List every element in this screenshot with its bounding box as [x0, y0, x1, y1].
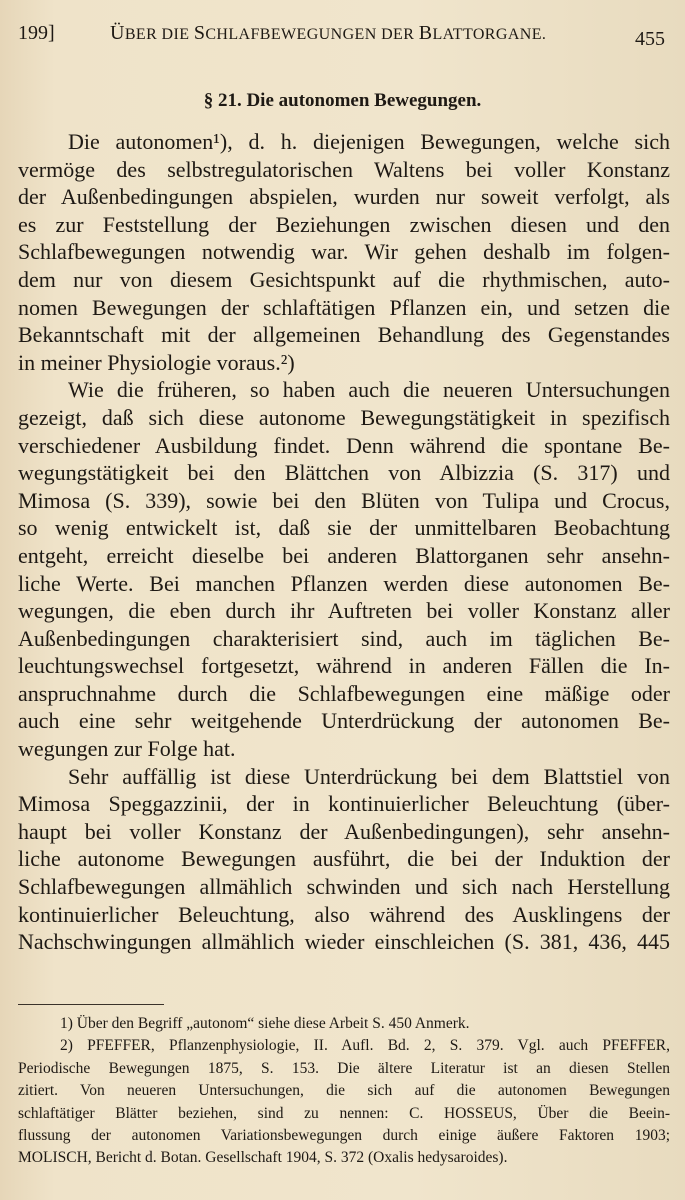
text-line: liche Werte. Bei manchen Pflanzen werden diese autonomen Be-	[18, 570, 670, 596]
text-line: der Außenbedingungen abspielen, wurden nur soweit verfolgt, als	[18, 184, 670, 210]
text-line: Nachschwingungen allmählich wieder einschleichen (S. 381, 436, 445	[18, 929, 670, 955]
text-line: wegungen zur Folge hat.	[18, 736, 236, 762]
footnote-rule	[18, 1004, 164, 1005]
text-line: in meiner Physiologie voraus.²)	[18, 349, 295, 375]
text-line: Außenbedingungen charakterisiert sind, auch im täglichen Be-	[18, 625, 670, 651]
footnote-2-line: zitiert. Von neueren Untersuchungen, die sich auf die autonomen Bewegungen	[18, 1082, 670, 1100]
footnote-2-line: schlaftätiger Blätter beziehen, sind zu nennen: C. HOSSEUS, Über die Beein-	[18, 1104, 670, 1122]
text-line: leuchtungswechsel fortgesetzt, während in anderen Fällen die In-	[18, 653, 670, 679]
text-line: Schlafbewegungen notwendig war. Wir gehen deshalb im folgen-	[18, 239, 670, 265]
page-number: 455	[635, 28, 665, 50]
chapter-marker: 199]	[18, 22, 55, 44]
text-line: Schlafbewegungen allmählich schwinden und sich nach Herstellung	[18, 874, 670, 900]
text-line: auch eine sehr weitgehende Unterdrückung der autonomen Be-	[18, 708, 670, 734]
text-line: gezeigt, daß sich diese autonome Bewegungstätigkeit in spezifisch	[18, 404, 670, 430]
text-line: verschiedener Ausbildung findet. Denn während die spontane Be-	[18, 432, 670, 458]
text-line: Bekanntschaft mit der allgemeinen Behandlung des Gegenstandes	[18, 322, 670, 348]
text-line: Mimosa Speggazzinii, der in kontinuierlicher Beleuchtung (über-	[18, 791, 670, 817]
text-line: es zur Feststellung der Beziehungen zwischen diesen und den	[18, 211, 670, 237]
text-line: wegungstätigkeit bei den Blättchen von Albizzia (S. 317) und	[18, 460, 670, 486]
paragraph-3	[18, 763, 670, 956]
footnote-2-line: MOLISCH, Bericht d. Botan. Gesellschaft 1904, S. 372 (Oxalis hedysaroides).	[18, 1149, 508, 1167]
footnote-1: 1) Über den Begriff „autonom“ siehe diese Arbeit S. 450 Anmerk.	[60, 1015, 470, 1032]
text-line: haupt bei voller Konstanz der Außenbedingungen), sehr ansehn-	[18, 818, 670, 844]
footnotes	[18, 1013, 670, 1170]
footnote-2-line: Periodische Bewegungen 1875, S. 153. Die ältere Literatur ist an diesen Stellen	[18, 1059, 670, 1077]
footnote-2-line: flussung der autonomen Variationsbewegungen durch einige äußere Faktoren 1903;	[18, 1126, 670, 1144]
paragraph-1	[18, 128, 670, 376]
text-line: nomen Bewegungen der schlaftätigen Pflanzen ein, und setzen die	[18, 294, 670, 320]
text-line: anspruchnahme durch die Schlafbewegungen eine mäßige oder	[18, 680, 670, 706]
text-line: so wenig entwickelt ist, daß sie der unmittelbaren Beobachtung	[18, 515, 670, 541]
text-line: Die autonomen¹), d. h. diejenigen Bewegungen, welche sich	[68, 129, 670, 154]
paragraph-2	[18, 376, 670, 762]
text-line: Sehr auffällig ist diese Unterdrückung bei dem Blattstiel von	[68, 763, 670, 789]
running-title: ÜBER DIE SCHLAFBEWEGUNGEN DER BLATTORGANE.	[110, 22, 547, 44]
text-line: liche autonome Bewegungen ausführt, die bei der Induktion der	[18, 846, 670, 872]
footnote-2-line: 2) PFEFFER, Pflanzenphysiologie, II. Aufl. Bd. 2, S. 379. Vgl. auch PFEFFER,	[60, 1037, 670, 1055]
text-line: vermöge des selbstregulatorischen Waltens bei voller Konstanz	[18, 156, 670, 182]
text-line: kontinuierlicher Beleuchtung, also während des Ausklingens der	[18, 901, 670, 927]
text-line: Wie die früheren, so haben auch die neueren Untersuchungen	[68, 377, 670, 403]
body-text	[18, 128, 670, 956]
running-header	[18, 22, 667, 54]
text-line: Mimosa (S. 339), sowie bei den Blüten von Tulipa und Crocus,	[18, 487, 670, 513]
text-line: entgeht, erreicht dieselbe bei anderen Blattorganen sehr ansehn-	[18, 542, 670, 568]
text-line: dem nur von diesem Gesichtspunkt auf die rhythmischen, auto-	[18, 266, 670, 292]
text-line: wegungen, die eben durch ihr Auftreten bei voller Konstanz aller	[18, 598, 670, 624]
section-heading: § 21. Die autonomen Bewegungen.	[203, 90, 482, 111]
